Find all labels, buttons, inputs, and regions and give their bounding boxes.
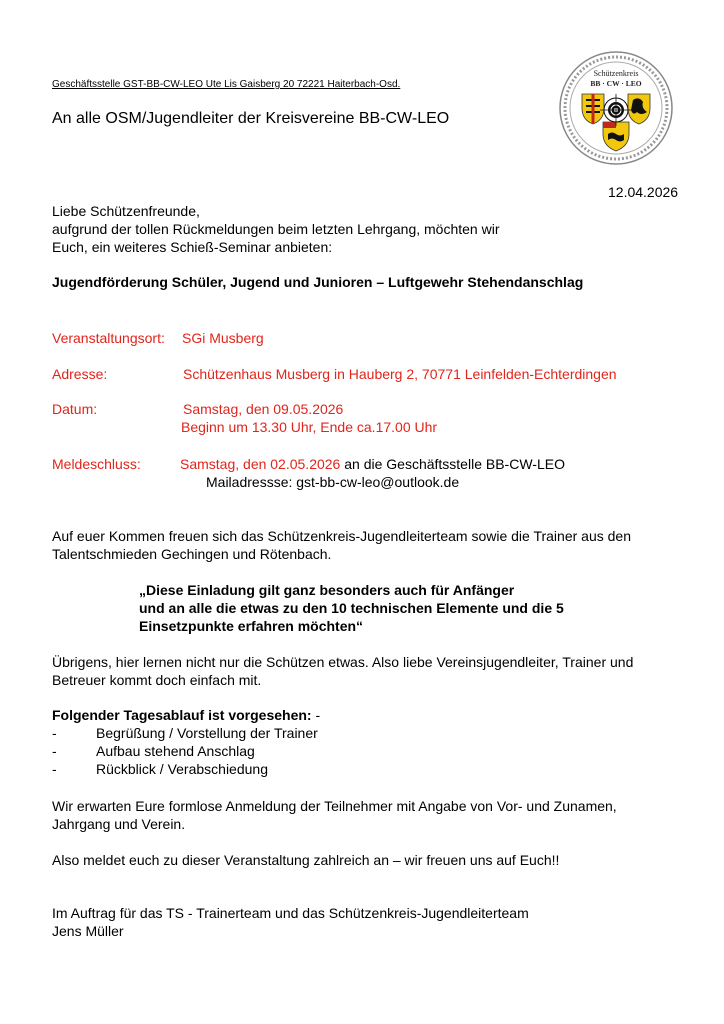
signature-line-1: Im Auftrag für das TS - Trainerteam und das Schützenkreis-Jugendleiterteam	[52, 905, 529, 921]
sender-address: Geschäftsstelle GST-BB-CW-LEO Ute Lis Gaisberg 20 72221 Haiterbach-Osd.	[52, 79, 401, 90]
deadline-label: Meldeschluss:	[52, 456, 141, 472]
address-label: Adresse:	[52, 366, 108, 382]
venue-label: Veranstaltungsort:	[52, 330, 165, 346]
schuetzenkreis-logo	[558, 50, 674, 166]
recipient-line: An alle OSM/Jugendleiter der Kreisvereine BB-CW-LEO	[52, 110, 450, 127]
schedule-dash: -	[52, 743, 57, 759]
schedule-heading: Folgender Tagesablauf ist vorgesehen:	[52, 707, 312, 723]
document-date: 12.04.2026	[608, 184, 679, 200]
paragraph-2-line-2: Betreuer kommt doch einfach mit.	[52, 672, 262, 688]
signature-name: Jens Müller	[52, 923, 124, 939]
paragraph-1-line-2: Talentschmieden Gechingen und Rötenbach.	[52, 546, 332, 562]
schedule-heading-suffix: -	[311, 707, 321, 723]
logo-top-text: Schützenkreis	[593, 69, 639, 78]
schedule-item: Aufbau stehend Anschlag	[96, 743, 255, 759]
paragraph-2-line-1: Übrigens, hier lernen nicht nur die Schützen etwas. Also liebe Vereinsjugendleiter, Trainer und	[52, 654, 634, 670]
paragraph-3-line-2: Jahrgang und Verein.	[52, 816, 186, 832]
closing-call: Also meldet euch zu dieser Veranstaltung zahlreich an – wir freuen uns auf Euch!!	[52, 852, 560, 868]
intro-line-3: Euch, ein weiteres Schieß-Seminar anbieten:	[52, 239, 333, 255]
schedule-item: Begrüßung / Vorstellung der Trainer	[96, 725, 318, 741]
deadline-recipient: an die Geschäftsstelle BB-CW-LEO	[340, 456, 565, 472]
address-value: Schützenhaus Musberg in Hauberg 2, 70771 Leinfelden-Echterdingen	[183, 366, 617, 382]
date-label: Datum:	[52, 401, 98, 417]
schedule-dash: -	[52, 725, 57, 741]
date-value: Samstag, den 09.05.2026	[183, 401, 344, 417]
mail-address: Mailadressse: gst-bb-cw-leo@outlook.de	[206, 474, 460, 490]
intro-line-2: aufgrund der tollen Rückmeldungen beim letzten Lehrgang, möchten wir	[52, 221, 500, 237]
quote-line-1: „Diese Einladung gilt ganz besonders auch für Anfänger	[139, 582, 515, 598]
schedule-dash: -	[52, 761, 57, 777]
schedule-heading-row	[52, 706, 320, 724]
schedule-item: Rückblick / Verabschiedung	[96, 761, 268, 777]
venue-value: SGi Musberg	[182, 330, 264, 346]
paragraph-1-line-1: Auf euer Kommen freuen sich das Schützenkreis-Jugendleiterteam sowie die Trainer aus den	[52, 528, 631, 544]
quote-line-3: Einsetzpunkte erfahren möchten“	[139, 618, 364, 634]
logo-sub-text: BB · CW · LEO	[590, 79, 642, 88]
intro-line-1: Liebe Schützenfreunde,	[52, 203, 200, 219]
deadline-value	[180, 455, 565, 473]
paragraph-3-line-1: Wir erwarten Eure formlose Anmeldung der Teilnehmer mit Angabe von Vor- und Zunamen,	[52, 798, 617, 814]
seminar-title: Jugendförderung Schüler, Jugend und Junioren – Luftgewehr Stehendanschlag	[52, 274, 584, 290]
time-value: Beginn um 13.30 Uhr, Ende ca.17.00 Uhr	[181, 419, 438, 435]
deadline-date: Samstag, den 02.05.2026	[180, 456, 341, 472]
quote-line-2: und an alle die etwas zu den 10 technischen Elemente und die 5	[139, 600, 564, 616]
